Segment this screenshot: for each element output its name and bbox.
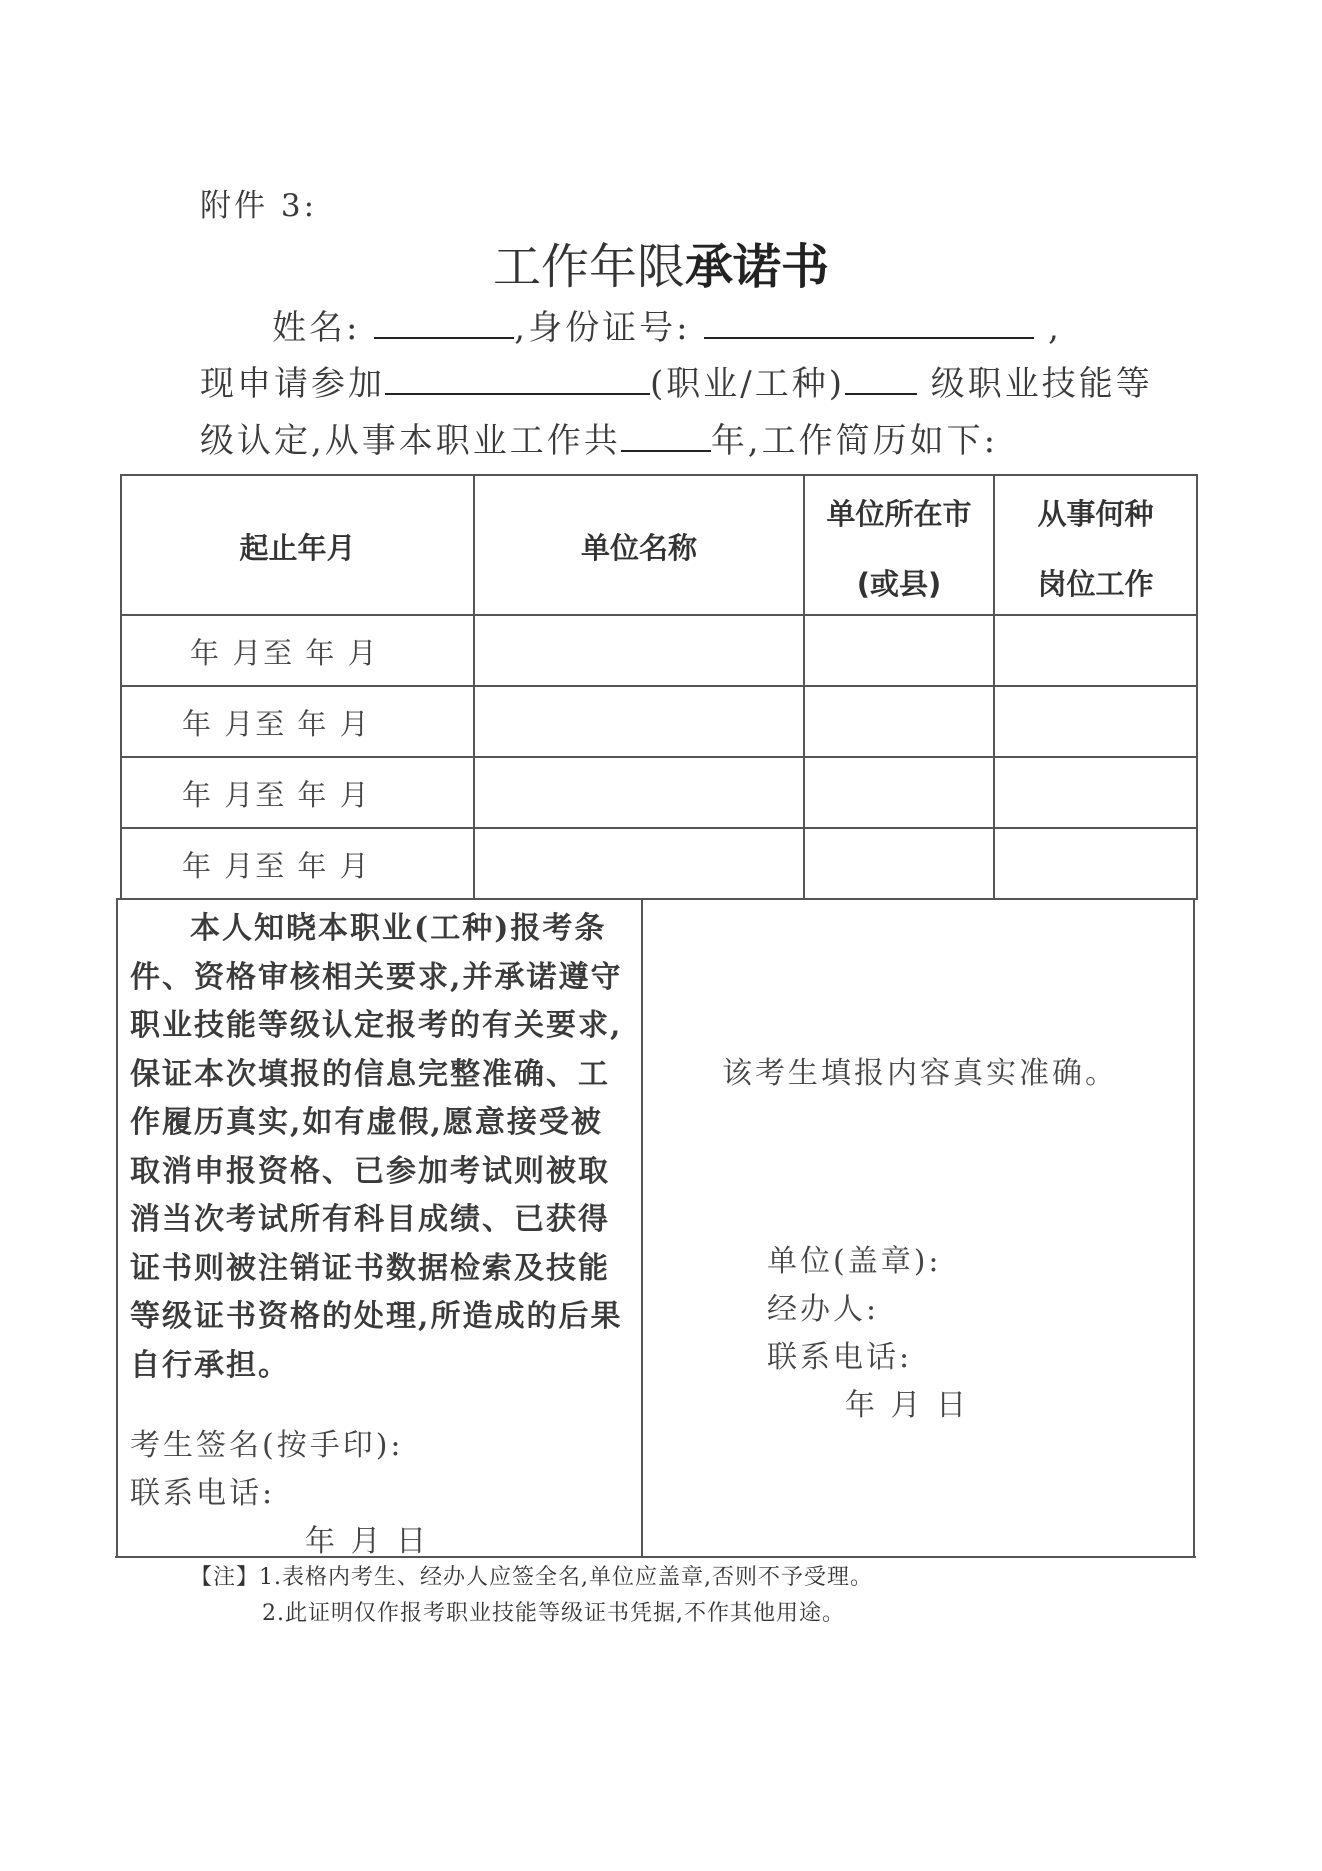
handler-label: 经办人:	[767, 1292, 880, 1327]
id-number-blank[interactable]	[704, 303, 1034, 339]
occupation-blank[interactable]	[385, 359, 650, 395]
header-period: 起止年月	[239, 531, 356, 565]
title-regular: 工作年限	[492, 239, 685, 295]
header-city-line2: (或县)	[856, 567, 942, 601]
intro-line-2	[200, 356, 1153, 405]
id-label: ,身份证号:	[514, 308, 691, 348]
title-bold: 承诺书	[685, 239, 830, 295]
note-1: 【注】1.表格内考生、经办人应签全名,单位应盖章,否则不予受理。	[190, 1565, 873, 1590]
table-border-bottom	[115, 1556, 1196, 1558]
table-border-top	[120, 474, 1198, 476]
header-city-line1: 单位所在市	[826, 497, 972, 531]
apply-label: 现申请参加	[200, 364, 385, 404]
header-unit-name: 单位名称	[580, 531, 697, 565]
table-row-period: 年 月至 年 月	[190, 636, 379, 670]
attachment-label: 附件 3:	[200, 188, 318, 224]
level-label: 级职业技能等	[930, 364, 1153, 404]
unit-seal-label: 单位(盖章):	[767, 1244, 942, 1279]
header-post-line1: 从事何种	[1037, 497, 1154, 531]
table-divider	[120, 685, 1198, 687]
table-divider	[120, 614, 1198, 616]
document-title	[0, 228, 1322, 297]
table-divider	[120, 756, 1198, 758]
candidate-signature-label: 考生签名(按手印):	[130, 1428, 404, 1463]
occupation-label: (职业/工种)	[650, 364, 845, 404]
header-post-line2: 岗位工作	[1037, 567, 1154, 601]
verification-date: 年 月 日	[845, 1388, 970, 1423]
note-2: 2.此证明仅作报考职业技能等级证书凭据,不作其他用途。	[262, 1601, 845, 1626]
table-row-period: 年 月至 年 月	[182, 849, 371, 883]
level-blank[interactable]	[845, 359, 917, 395]
candidate-phone-label: 联系电话:	[130, 1476, 276, 1511]
table-row-period: 年 月至 年 月	[182, 707, 371, 741]
table-border-right	[1193, 898, 1195, 1558]
name-blank[interactable]	[374, 303, 514, 339]
trailing-comma: ,	[1048, 308, 1062, 348]
verification-statement: 该考生填报内容真实准确。	[722, 1056, 1118, 1091]
table-divider	[120, 827, 1198, 829]
table-row-period: 年 月至 年 月	[182, 778, 371, 812]
verification-phone-label: 联系电话:	[767, 1340, 913, 1375]
intro-line-3	[200, 413, 998, 462]
table-col-divider	[803, 474, 805, 900]
table-border-right	[1196, 474, 1198, 900]
years-blank[interactable]	[621, 416, 711, 452]
name-label: 姓名:	[272, 308, 361, 348]
table-divider	[117, 898, 1198, 900]
table-col-divider	[641, 898, 643, 1558]
table-col-divider	[993, 474, 995, 900]
pledge-text: 本人知晓本职业(工种)报考条件、资格审核相关要求,并承诺遵守职业技能等级认定报考的有关要求,保证本次填报的信息完整准确、工作履历真实,如有虚假,愿意接受被取消申报资格、已参加考试则被取消当次考试所有科目成绩、已获得证书则被注销证书数据检索及技能等级证书资格的处理,所造成的后果自行承担。	[130, 911, 623, 1383]
intro-line-1	[272, 300, 1062, 349]
line3-a: 级认定,从事本职业工作共	[200, 421, 621, 461]
candidate-date: 年 月 日	[305, 1524, 430, 1559]
table-border-left	[116, 898, 118, 1558]
line3-b: 年,工作简历如下:	[710, 421, 999, 461]
